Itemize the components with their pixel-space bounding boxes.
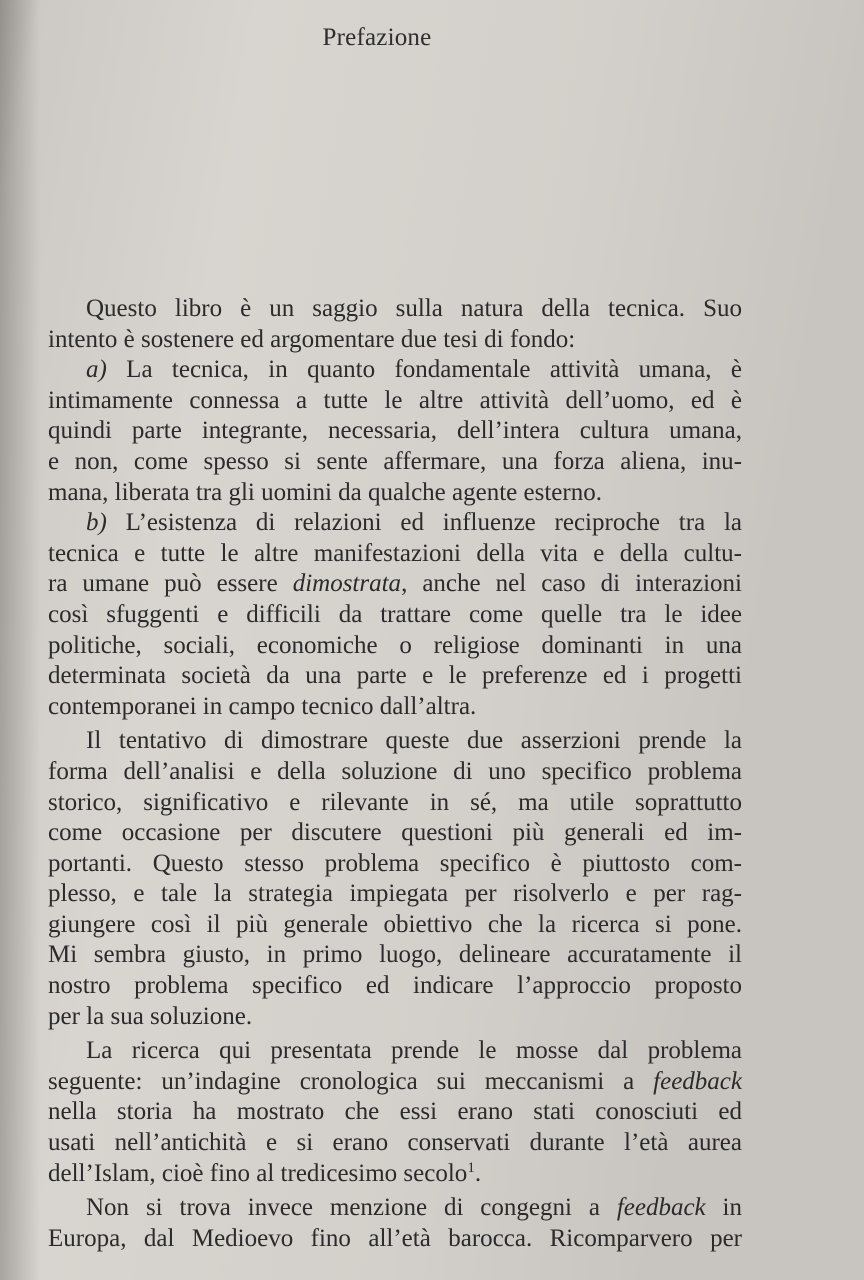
text-line: come occasione per discutere questioni più generali ed im- [48, 819, 742, 847]
page-title: Prefazione [322, 24, 432, 51]
text-line: mana, liberata tra gli uomini da qualche agente esterno. [48, 478, 602, 506]
list-marker-a: a) [86, 356, 107, 384]
text-line: nostro problema specifico ed indicare l’approccio proposto [48, 972, 742, 1000]
text-line: plesso, e tale la strategia impiegata per risolverlo e per rag- [48, 880, 742, 908]
text-line: La ricerca qui presentata prende le mosse dal problema [86, 1037, 742, 1065]
body-text [48, 294, 742, 1254]
text-line: Mi sembra giusto, in primo luogo, delineare accuratamente il [48, 941, 742, 969]
text-line: Europa, dal Medioevo fino all’età barocca. Ricomparvero per [48, 1224, 742, 1252]
text-line: quindi parte integrante, necessaria, dell’intera cultura umana, [48, 417, 742, 445]
text-line: seguente: un’indagine cronologica sui meccanismi a feedback [48, 1067, 742, 1095]
text-line: contemporanei in campo tecnico dall’altra. [48, 692, 477, 720]
text-line: così sfuggenti e difficili da trattare come quelle tra le idee [48, 600, 742, 628]
text-line: determinata società da una parte e le preferenze ed i progetti [48, 662, 742, 690]
text-line: storico, significativo e rilevante in sé, ma utile soprattutto [48, 788, 742, 816]
footnote-marker: 1 [467, 1159, 475, 1176]
emphasis-feedback: feedback [616, 1194, 706, 1222]
text-line: Non si trova invece menzione di congegni a feedback in [86, 1194, 742, 1222]
text-line: intento è sostenere ed argomentare due tesi di fondo: [48, 325, 576, 353]
text-line: dell’Islam, cioè fino al tredicesimo secolo$^1$. [48, 1159, 482, 1187]
emphasis-feedback: feedback [653, 1067, 742, 1095]
text-line: tecnica e tutte le altre manifestazioni della vita e della cultu- [48, 539, 742, 567]
list-marker-b: b) [86, 509, 107, 537]
emphasis-dimostrata: dimostrata [292, 570, 402, 598]
text-line: portanti. Questo stesso problema specifico è piuttosto com- [48, 849, 742, 877]
text-line: usati nell’antichità e si erano conservati durante l’età aurea [48, 1129, 742, 1157]
text-line: forma dell’analisi e della soluzione di uno specifico problema [48, 757, 742, 785]
text-line: e non, come spesso si sente affermare, una forza aliena, inu- [48, 447, 742, 475]
text-line: Questo libro è un saggio sulla natura della tecnica. Suo [86, 295, 742, 322]
text-line: per la sua soluzione. [48, 1002, 253, 1030]
text-line: politiche, sociali, economiche o religiose dominanti in una [48, 631, 742, 659]
text-line: nella storia ha mostrato che essi erano stati conosciuti ed [48, 1098, 742, 1126]
text-line: intimamente connessa a tutte le altre attività dell’uomo, ed è [48, 386, 742, 414]
text-line: giungere così il più generale obiettivo che la ricerca si pone. [48, 910, 742, 938]
text-line: b) L’esistenza di relazioni ed influenze reciproche tra la [86, 509, 742, 537]
text-line: ra umane può essere dimostrata, anche nel caso di interazioni [48, 570, 742, 598]
text-line: Il tentativo di dimostrare queste due asserzioni prende la [86, 727, 742, 755]
text-line: a) La tecnica, in quanto fondamentale attività umana, è [86, 356, 742, 384]
binding-shadow [0, 0, 40, 1280]
